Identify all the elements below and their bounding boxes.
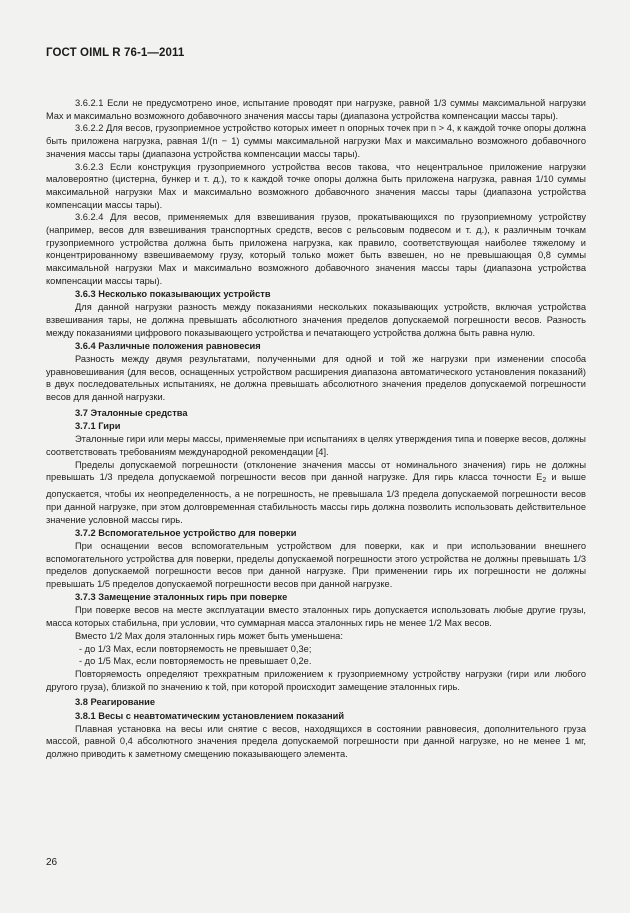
paragraph-repeatability: Повторяемость определяют трехкратным приложением к грузоприемному устройству нагрузки (гири или любого другого груза), близкой по значению к той, при которой происходит замещение эталонных гирь. (46, 668, 586, 692)
paragraph-substitution: При поверке весов на месте эксплуатации вместо эталонных гирь допускается использовать любые другие грузы, масса которых стабильна, при условии, что суммарная масса эталонных гирь не менее 1/2 Max весов. (46, 605, 586, 629)
paragraph-3-6-2-2: 3.6.2.2 Для весов, грузоприемное устройство которых имеет n опорных точек при n > 4, к каждой точке опоры должна быть приложена нагрузка, равная 1/(n − 1) суммы максимальной нагрузки Max и максимально возможного добавочного значения массы тары (диапазона устройства компенсации массы тары). (46, 123, 586, 159)
paragraph-weights-error-part2: и выше допускается, чтобы их неопределенность, а не погрешность, не превышала 1/3 предела допускаемой погрешности весов при данной нагрузке, при этом долговременная стабильность массы гирь должна позволить использовать действительное значение условной массы гирь. (46, 472, 586, 525)
paragraph-discrimination: Плавная установка на весы или снятие с весов, находящихся в состоянии равновесия, дополнительного груза массой, равной 0,4 абсолютного значения предела допускаемой погрешности при данной нагрузке, но не менее 1 мг, должно приводить к заметному смещению показывающего элемента. (46, 723, 586, 760)
paragraph-3-6-2-1: 3.6.2.1 Если не предусмотрено иное, испытание проводят при нагрузке, равной 1/3 суммы максимальной нагрузки Max и максимально возможного добавочного значения массы тары (диапазона устройства компенсации массы тары). (46, 98, 586, 121)
heading-3-6-3: 3.6.3 Несколько показывающих устройств (75, 289, 271, 300)
paragraph-multiple-indicators: Для данной нагрузки разность между показаниями нескольких показывающих устройств, включая устройства взвешивания тары, не должна превышать абсолютного значения пределов допускаемой погрешности весов. Разность между показаниями цифрового показывающего устройства и печатающего устройства должна быть равна нулю. (46, 302, 586, 338)
class-subscript: 2 (542, 477, 547, 485)
paragraph-3-6-2-4: 3.6.2.4 Для весов, применяемых для взвешивания грузов, прокатывающихся по грузоприемному устройству (например, весов для взвешивания транспортных средств, весов с рельсовым подвесом и т. д.), к различным точкам грузоприемного устройства должна быть приложена нагрузка, как правило, соответствующая наиболее тяжелому и концентрированному взвешиваемому грузу, который только может быть взвешен, но не превышающая 0,8 суммы максимальной нагрузки Max и максимально возможного добавочного значения массы тары (диапазона устройства компенсации массы тары). (46, 212, 586, 286)
paragraph-auxiliary-device: При оснащении весов вспомогательным устройством для поверки, как и при использовании внешнего вспомогательного устройства для поверки, пределы допускаемой погрешности этого устройства не должны превышать 1/3 пределов допускаемой погрешности весов при данной нагрузке. При применении гирь их погрешности не должны превышать 1/5 пределов допускаемой погрешности весов при данной нагрузке. (46, 540, 586, 590)
document-body (46, 97, 586, 761)
list-item-1-3: - до 1/3 Max, если повторяемость не превышает 0,3e; (79, 643, 312, 654)
paragraph-weights-error (46, 459, 586, 527)
heading-3-7-1: 3.7.1 Гири (75, 421, 121, 432)
heading-3-8: 3.8 Реагирование (75, 697, 156, 708)
heading-3-7-3: 3.7.3 Замещение эталонных гирь при поверке (75, 592, 288, 603)
heading-3-8-1: 3.8.1 Весы с неавтоматическим установлением показаний (75, 710, 345, 721)
paragraph-equilibrium-positions: Разность между двумя результатами, полученными для одной и той же нагрузки при изменении способа уравновешивания (для весов, оснащенных устройством расширения диапазона автоматического установления показаний) в двух последовательных испытаниях, не должна превышать абсолютного значения пределов допускаемой погрешности весов для данной нагрузки. (46, 354, 586, 403)
heading-3-6-4: 3.6.4 Различные положения равновесия (75, 340, 261, 351)
paragraph-3-6-2-3: 3.6.2.3 Если конструкция грузоприемного устройства весов такова, что нецентральное приложение нагрузки маловероятно (цистерна, бункер и т. д.), то к каждой точке опоры должна быть приложена нагрузка, равная 1/10 суммы максимальной нагрузки Max и максимально возможного добавочного значения массы тары (диапазона устройства компенсации массы тары). (46, 161, 586, 210)
document-header: ГОСТ OIML R 76-1—2011 (46, 47, 185, 59)
list-item-1-5: - до 1/5 Max, если повторяемость не превышает 0,2e. (79, 656, 312, 667)
paragraph-weights-error-part1: Пределы допускаемой погрешности (отклонение значения массы от номинального значения) гирь не должны превышать 1/3 предела допускаемой погрешности весов при данной нагрузке. Для гирь класса точности E (46, 459, 586, 483)
heading-3-7-2: 3.7.2 Вспомогательное устройство для поверки (75, 527, 297, 538)
heading-3-7: 3.7 Эталонные средства (75, 407, 188, 418)
paragraph-reduction: Вместо 1/2 Max доля эталонных гирь может быть уменьшена: (75, 630, 343, 641)
paragraph-weights: Эталонные гири или меры массы, применяемые при испытаниях в целях утверждения типа и поверке весов, должны соответствовать требованиям международной рекомендации [4]. (46, 434, 586, 457)
page-number: 26 (46, 857, 58, 868)
